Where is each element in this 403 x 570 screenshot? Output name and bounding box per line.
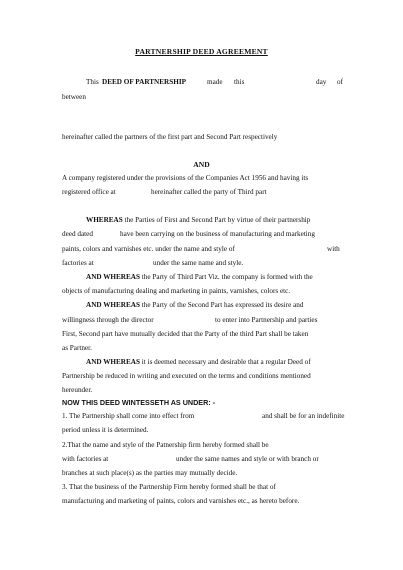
whereas-2-line-1: [86, 273, 313, 282]
whereas-1-line-3: paints, colors and varnishes etc. under the name and style of: [62, 245, 235, 253]
whereas-4-line-1: [86, 358, 311, 367]
whereas-3-text: the Party of the Second Part has expressed its desire and: [139, 301, 304, 309]
intro-of: of: [337, 78, 343, 86]
witnesseth-heading: NOW THIS DEED WINTESSETH AS UNDER: -: [62, 398, 216, 407]
company-line-2b: hereinafter called the party of Third part: [151, 188, 267, 196]
whereas-2-heading: AND WHEREAS: [86, 273, 140, 281]
whereas-2-text: the Party of Third Part Viz. the company is formed with the: [139, 273, 313, 281]
whereas-1-line-2a: deed dated: [62, 230, 93, 238]
whereas-1-text: the Parties of First and Second Part by virtue of their partnership: [122, 216, 311, 224]
intro-this-2: this: [234, 78, 245, 86]
whereas-1-line-4a: factories at: [62, 259, 94, 267]
whereas-2-line-2: objects of manufacturing dealing and marketing in paints, varnishes, colors etc.: [62, 287, 291, 295]
whereas-1-line-3b: with: [327, 245, 340, 253]
whereas-3-line-2b: to enter into Partnership and parties: [215, 316, 318, 324]
hereinafter-line: hereinafter called the partners of the first part and Second Part respectively: [62, 133, 278, 141]
clause-2-line-2b: under the same names and style or with branch or: [176, 455, 319, 463]
clause-1-line-1b: and shall be for an indefinite: [262, 412, 345, 420]
intro-day: day: [316, 78, 327, 86]
whereas-3-line-3: First, Second part have mutually decided that the Party of the third Part shall be taken: [62, 330, 309, 338]
clause-1-line-1a: 1. The Partnership shall come into effect from: [62, 412, 195, 420]
document-title: PARTNERSHIP DEED AGREEMENT: [135, 47, 268, 56]
whereas-1-heading: WHEREAS: [86, 216, 123, 224]
clause-2-line-3: branches at such place(s) as the parties may mutually decide.: [62, 469, 238, 477]
intro-between: between: [62, 93, 86, 101]
whereas-1-line-1: [86, 216, 310, 225]
company-line-2a: registered office at: [62, 188, 116, 196]
whereas-1-line-2b: have been carrying on the business of manufacturing and marketing: [120, 230, 315, 238]
intro-deed-of-partnership: DEED OF PARTNERSHIP: [102, 78, 187, 86]
clause-3-line-1: 3. That the business of the Partnership Firm hereby formed shall be that of: [62, 483, 276, 491]
clause-3-line-2: manufacturing and marketing of paints, colors and varnishes etc., as hereto before.: [62, 497, 300, 505]
whereas-1-line-4b: under the same name and style.: [153, 259, 244, 267]
whereas-4-heading: AND WHEREAS: [86, 358, 140, 366]
whereas-4-text: it is deemed necessary and desirable that a regular Deed of: [139, 358, 311, 366]
intro-made: made: [207, 78, 223, 86]
clause-2-line-2a: with factories at: [62, 455, 109, 463]
whereas-3-heading: AND WHEREAS: [86, 301, 140, 309]
whereas-4-line-3: hereunder.: [62, 386, 93, 394]
and-heading: AND: [193, 160, 210, 169]
whereas-4-line-2: Partnership be reduced in writing and executed on the terms and conditions mentioned: [62, 372, 311, 380]
clause-1-line-2: period unless it is determined.: [62, 426, 149, 434]
intro-this: This: [86, 78, 99, 86]
whereas-3-line-2a: willingness through the director: [62, 316, 154, 324]
whereas-3-line-1: [86, 301, 303, 310]
whereas-3-line-4: as Partner.: [62, 344, 92, 352]
clause-2-line-1: 2.That the name and style of the Patnership firm hereby formed shall be: [62, 441, 269, 449]
company-line-1: A company registered under the provisions of the Companies Act 1956 and having its: [62, 174, 309, 182]
